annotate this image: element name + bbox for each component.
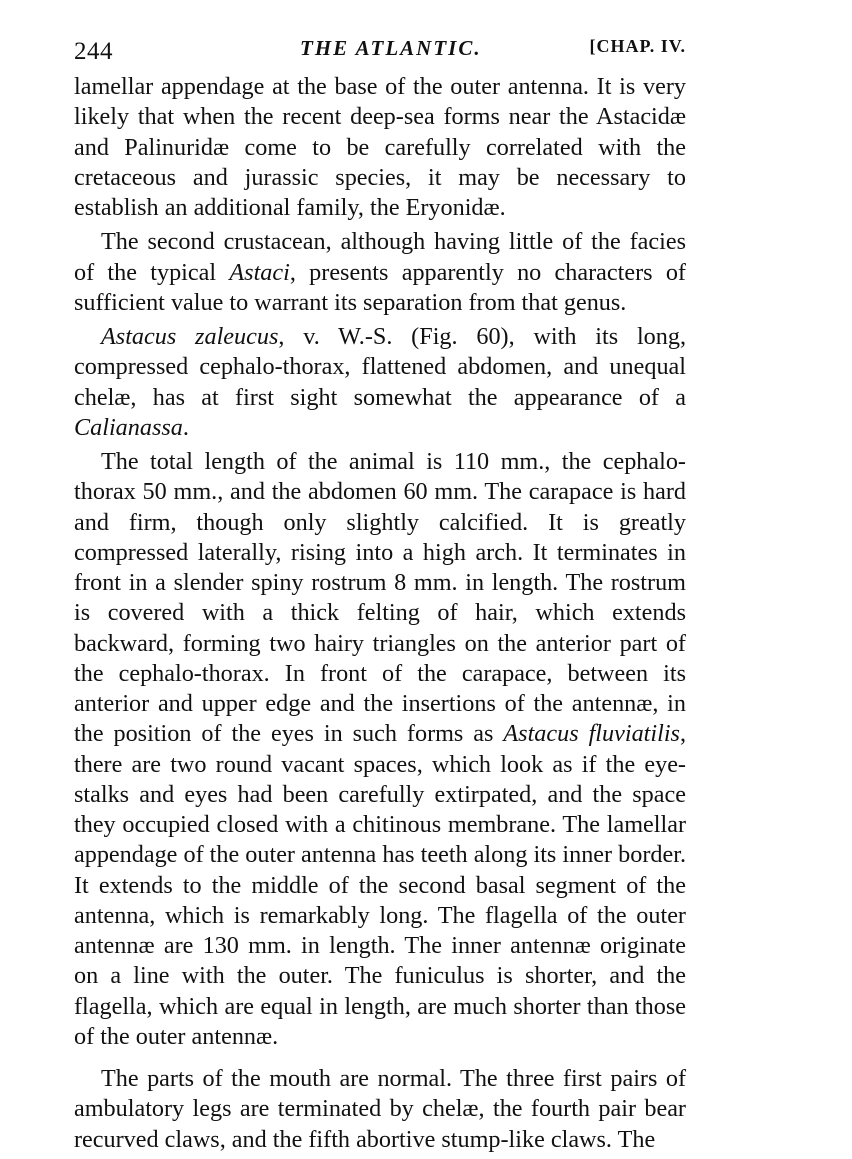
paragraph-text: lamellar appendage at the base of the outer antenna. It is very likely that when the recent deep-sea forms near the Astacidæ and Palinuridæ come to be carefully correlated with the cretaceous and jurassic species, it may be necessary to establish an additional family, the Eryonidæ. bbox=[74, 73, 686, 221]
paragraph-text: , presents apparently no characters of sufficient value to warrant its separation from that genus. bbox=[74, 258, 686, 316]
paragraph-text: , there are two round vacant spaces, which look as if the eye-stalks and eyes had been carefully extirpated, and the space they occupied closed with a chitinous membrane. The lamellar appendage of the outer antenna has teeth along its inner border. It extends to the middle of the second basal segment of the antenna, which is remarkably long. The flagella of the outer antennæ are 130 mm. in length. The inner antennæ originate on a line with the outer. The funiculus is shorter, and the flagella, which are equal in length, are much shorter than those of the outer antennæ. bbox=[74, 720, 686, 1050]
paragraph-text: The second crustacean, although having little of the facies of the typical bbox=[74, 228, 686, 286]
paragraph-species-intro bbox=[74, 322, 686, 443]
paragraph-description bbox=[74, 447, 686, 1052]
paragraph-mouth-parts bbox=[74, 1064, 686, 1155]
paragraph-text: , v. W.-S. (Fig. 60), with its long, compressed cephalo-thorax, flattened abdomen, and unequal chelæ, has at first sight somewhat the appearance of a bbox=[74, 323, 686, 411]
body-text bbox=[74, 72, 686, 1159]
paragraph-text: The total length of the animal is 110 mm., the cephalo-thorax 50 mm., and the abdomen 60 mm. The carapace is hard and firm, though only slightly calcified. It is greatly compressed laterally, rising into a high arch. It terminates in front in a slender spiny rostrum 8 mm. in length. The rostrum is covered with a thick felting of hair, which extends backward, forming two hairy triangles on the anterior part of the cephalo-thorax. In front of the carapace, between its anterior and upper edge and the insertions of the antennæ, in the position of the eyes in such forms as bbox=[74, 448, 686, 748]
taxon-name: Astacus fluviatilis bbox=[503, 720, 680, 748]
paragraph-text: . bbox=[182, 413, 189, 441]
taxon-name: Astaci bbox=[229, 258, 290, 286]
chapter-reference: [CHAP. IV. bbox=[589, 36, 686, 56]
page-header bbox=[74, 34, 686, 66]
taxon-name: Calianassa bbox=[74, 413, 183, 441]
page-number: 244 bbox=[74, 38, 113, 65]
paragraph-second-crustacean bbox=[74, 227, 686, 318]
paragraph-continued bbox=[74, 72, 686, 223]
running-head: THE ATLANTIC. bbox=[300, 36, 482, 60]
taxon-name: Astacus zaleucus bbox=[101, 323, 279, 350]
paragraph-text: The parts of the mouth are normal. The three first pairs of ambulatory legs are terminated by chelæ, the fourth pair bear recurved claws, and the fifth abortive stump-like claws. The bbox=[74, 1065, 686, 1153]
